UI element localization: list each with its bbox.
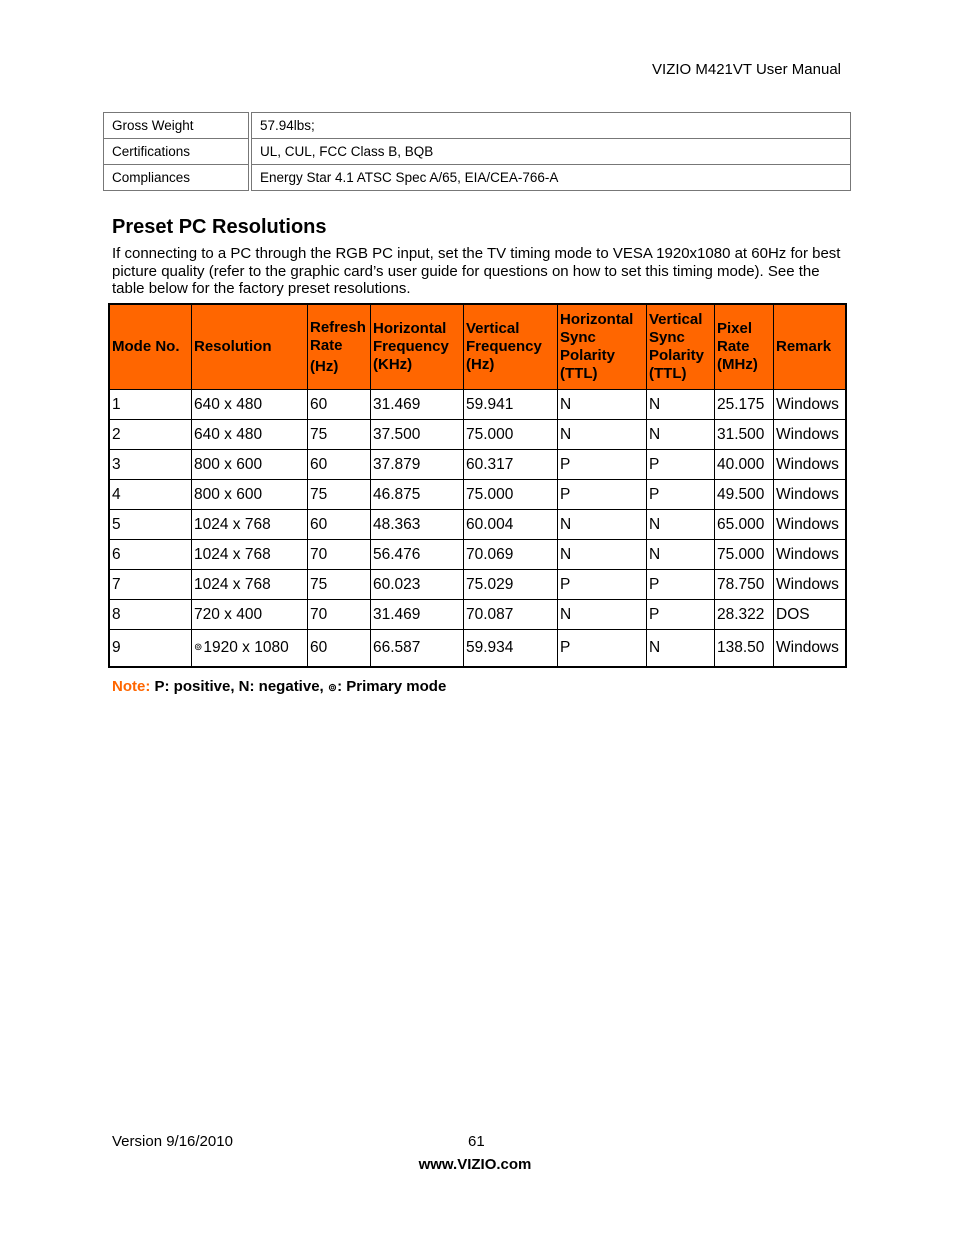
table-row xyxy=(109,510,846,540)
cell-refresh: 75 xyxy=(308,420,371,450)
cell-mode: 5 xyxy=(109,510,192,540)
footer-version: Version 9/16/2010 xyxy=(112,1133,233,1150)
cell-mode: 1 xyxy=(109,390,192,420)
cell-refresh: 60 xyxy=(308,390,371,420)
cell-mode: 3 xyxy=(109,450,192,480)
table-header-row xyxy=(109,304,846,390)
header-pixel-rate: Pixel Rate (MHz) xyxy=(715,304,774,390)
cell-refresh: 60 xyxy=(308,630,371,668)
cell-vsync: P xyxy=(647,450,715,480)
table-row xyxy=(109,450,846,480)
cell-remark: Windows xyxy=(774,630,847,668)
header-horizontal-frequency: Horizontal Frequency (KHz) xyxy=(371,304,464,390)
footer-url: www.VIZIO.com xyxy=(418,1156,532,1173)
cell-vfreq: 75.029 xyxy=(464,570,558,600)
cell-hfreq: 46.875 xyxy=(371,480,464,510)
cell-pixel: 75.000 xyxy=(715,540,774,570)
cell-remark: Windows xyxy=(774,570,847,600)
cell-vfreq: 75.000 xyxy=(464,420,558,450)
cell-vsync: N xyxy=(647,420,715,450)
cell-vsync: P xyxy=(647,480,715,510)
cell-vfreq: 60.317 xyxy=(464,450,558,480)
table-row xyxy=(109,480,846,510)
cell-hsync: N xyxy=(558,540,647,570)
section-intro: If connecting to a PC through the RGB PC input, set the TV timing mode to VESA 1920x1080 at 60Hz for best picture quality (refer to the graphic card’s user guide for questions on how to set this timing mode). See the table below for the factory preset resolutions. xyxy=(112,245,841,297)
cell-remark: Windows xyxy=(774,420,847,450)
cell-vfreq: 70.087 xyxy=(464,600,558,630)
cell-refresh: 60 xyxy=(308,510,371,540)
cell-resolution: 640 x 480 xyxy=(192,420,308,450)
cell-hfreq: 37.879 xyxy=(371,450,464,480)
cell-hfreq: 31.469 xyxy=(371,600,464,630)
manual-title: VIZIO M421VT User Manual xyxy=(652,61,841,78)
cell-mode: 7 xyxy=(109,570,192,600)
cell-vsync: P xyxy=(647,600,715,630)
cell-hsync: N xyxy=(558,510,647,540)
cell-resolution: 1024 x 768 xyxy=(192,510,308,540)
header-refresh xyxy=(308,304,371,390)
table-row xyxy=(109,570,846,600)
cell-remark: Windows xyxy=(774,540,847,570)
header-vertical-sync: Vertical Sync Polarity (TTL) xyxy=(647,304,715,390)
cell-pixel: 25.175 xyxy=(715,390,774,420)
spec-label: Gross Weight xyxy=(104,113,251,139)
cell-resolution: 640 x 480 xyxy=(192,390,308,420)
table-row xyxy=(109,630,846,668)
cell-vsync: N xyxy=(647,510,715,540)
cell-mode: 9 xyxy=(109,630,192,668)
table-note xyxy=(112,678,446,695)
cell-resolution: 1024 x 768 xyxy=(192,540,308,570)
cell-refresh: 60 xyxy=(308,450,371,480)
spec-row xyxy=(104,165,851,191)
cell-pixel: 49.500 xyxy=(715,480,774,510)
cell-remark: Windows xyxy=(774,390,847,420)
header-refresh-unit: (Hz) xyxy=(310,357,339,375)
page-number: 61 xyxy=(468,1133,485,1150)
cell-hsync: N xyxy=(558,390,647,420)
cell-vfreq: 59.941 xyxy=(464,390,558,420)
cell-vsync: P xyxy=(647,570,715,600)
cell-pixel: 78.750 xyxy=(715,570,774,600)
cell-resolution: 800 x 600 xyxy=(192,480,308,510)
cell-pixel: 65.000 xyxy=(715,510,774,540)
cell-hsync: P xyxy=(558,630,647,668)
cell-vfreq: 75.000 xyxy=(464,480,558,510)
cell-resolution: 1024 x 768 xyxy=(192,570,308,600)
note-primary-text: : Primary mode xyxy=(337,678,447,695)
spec-label: Compliances xyxy=(104,165,251,191)
cell-vsync: N xyxy=(647,390,715,420)
cell-hfreq: 60.023 xyxy=(371,570,464,600)
cell-refresh: 75 xyxy=(308,480,371,510)
spec-label: Certifications xyxy=(104,139,251,165)
cell-hsync: P xyxy=(558,450,647,480)
header-resolution: Resolution xyxy=(192,304,308,390)
preset-resolutions-table xyxy=(108,303,847,668)
cell-remark: Windows xyxy=(774,450,847,480)
header-vertical-frequency: Vertical Frequency (Hz) xyxy=(464,304,558,390)
cell-pixel: 40.000 xyxy=(715,450,774,480)
cell-mode: 4 xyxy=(109,480,192,510)
cell-hsync: P xyxy=(558,570,647,600)
spec-value: UL, CUL, FCC Class B, BQB xyxy=(250,139,851,165)
spec-value: 57.94lbs; xyxy=(250,113,851,139)
cell-mode: 8 xyxy=(109,600,192,630)
cell-remark: DOS xyxy=(774,600,847,630)
specifications-table xyxy=(103,112,851,191)
cell-hsync: N xyxy=(558,600,647,630)
table-row xyxy=(109,540,846,570)
cell-resolution-text: 1920 x 1080 xyxy=(203,639,289,656)
cell-mode: 6 xyxy=(109,540,192,570)
cell-pixel: 28.322 xyxy=(715,600,774,630)
cell-resolution: 800 x 600 xyxy=(192,450,308,480)
spec-row xyxy=(104,113,851,139)
cell-hfreq: 48.363 xyxy=(371,510,464,540)
cell-refresh: 70 xyxy=(308,540,371,570)
header-mode: Mode No. xyxy=(109,304,192,390)
primary-mode-icon: ⊚ xyxy=(194,642,203,653)
cell-hsync: P xyxy=(558,480,647,510)
cell-mode: 2 xyxy=(109,420,192,450)
cell-vfreq: 60.004 xyxy=(464,510,558,540)
cell-hfreq: 37.500 xyxy=(371,420,464,450)
header-remark: Remark xyxy=(774,304,847,390)
cell-vfreq: 59.934 xyxy=(464,630,558,668)
table-row xyxy=(109,600,846,630)
section-title: Preset PC Resolutions xyxy=(112,216,327,238)
header-refresh-label: Refresh Rate xyxy=(310,318,366,354)
cell-hfreq: 66.587 xyxy=(371,630,464,668)
cell-resolution: 720 x 400 xyxy=(192,600,308,630)
header-horizontal-sync: Horizontal Sync Polarity (TTL) xyxy=(558,304,647,390)
cell-hsync: N xyxy=(558,420,647,450)
cell-vfreq: 70.069 xyxy=(464,540,558,570)
cell-remark: Windows xyxy=(774,480,847,510)
spec-row xyxy=(104,139,851,165)
note-text: P: positive, N: negative, xyxy=(154,678,324,695)
spec-value: Energy Star 4.1 ATSC Spec A/65, EIA/CEA-766-A xyxy=(250,165,851,191)
table-row xyxy=(109,390,846,420)
cell-hfreq: 31.469 xyxy=(371,390,464,420)
cell-hfreq: 56.476 xyxy=(371,540,464,570)
cell-pixel: 138.50 xyxy=(715,630,774,668)
cell-pixel: 31.500 xyxy=(715,420,774,450)
cell-remark: Windows xyxy=(774,510,847,540)
cell-vsync: N xyxy=(647,630,715,668)
table-row xyxy=(109,420,846,450)
note-label: Note: xyxy=(112,678,151,695)
cell-refresh: 70 xyxy=(308,600,371,630)
primary-mode-icon: ⊚ xyxy=(327,682,338,694)
cell-vsync: N xyxy=(647,540,715,570)
cell-refresh: 75 xyxy=(308,570,371,600)
cell-resolution xyxy=(192,630,308,668)
